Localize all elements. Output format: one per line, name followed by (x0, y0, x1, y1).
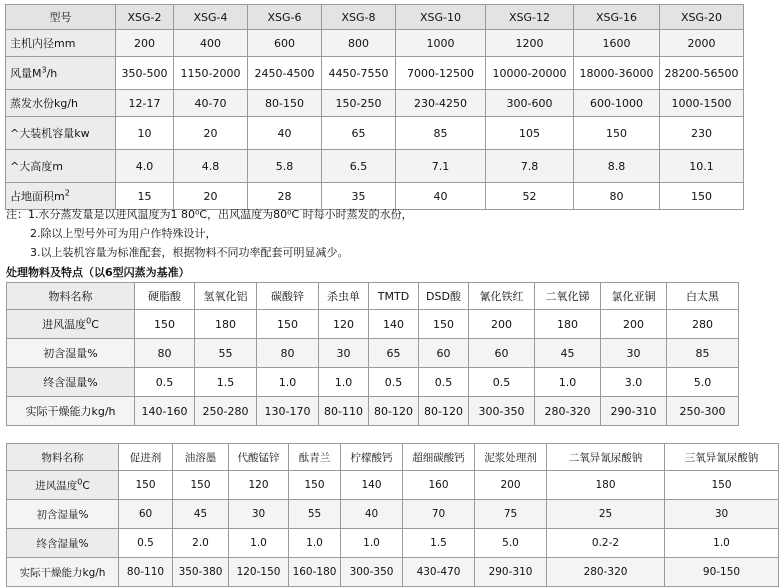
table-cell: 1600 (574, 30, 660, 57)
table-cell: 140 (341, 471, 403, 500)
spec-header-cell: XSG-6 (248, 5, 322, 30)
table-cell: 230 (660, 117, 744, 150)
spec-header-cell: XSG-10 (396, 5, 486, 30)
table-cell: 18000-36000 (574, 57, 660, 90)
materials-row-final-moisture (7, 529, 779, 558)
table-cell: 180 (535, 310, 601, 339)
spec-header-cell: XSG-16 (574, 5, 660, 30)
table-cell: 40 (396, 183, 486, 210)
table-cell: 0.5 (469, 368, 535, 397)
materials-header-row (7, 444, 779, 471)
table-cell: 160 (403, 471, 475, 500)
table-cell: 120 (229, 471, 289, 500)
table-cell: 30 (665, 500, 779, 529)
table-cell: 1.0 (535, 368, 601, 397)
table-cell: 0.5 (369, 368, 419, 397)
materials-header-cell: 二氧异氰尿酸钠 (547, 444, 665, 471)
table-cell: 45 (173, 500, 229, 529)
table-cell: 80-110 (319, 397, 369, 426)
spec-header-cell: XSG-20 (660, 5, 744, 30)
table-cell: 1.0 (257, 368, 319, 397)
row-label-tail: C (82, 479, 90, 492)
table-cell: 160-180 (289, 558, 341, 587)
row-label: 实际干燥能力kg/h (7, 397, 135, 426)
table-cell: 80 (574, 183, 660, 210)
materials-row-final-moisture (7, 368, 739, 397)
table-cell: 150 (574, 117, 660, 150)
row-label (7, 471, 119, 500)
spec-row-evaporation (6, 90, 744, 117)
table-cell: 600 (248, 30, 322, 57)
materials-table-1 (6, 282, 739, 426)
table-cell: 85 (396, 117, 486, 150)
table-cell: 80-150 (248, 90, 322, 117)
materials-header-cell: 杀虫单 (319, 283, 369, 310)
table-cell: 250-300 (667, 397, 739, 426)
row-label-text: 风量M (10, 67, 42, 80)
table-cell: 80-110 (119, 558, 173, 587)
row-label: 实际干燥能力kg/h (7, 558, 119, 587)
table-cell: 150 (135, 310, 195, 339)
table-cell: 5.0 (475, 529, 547, 558)
table-cell: 600-1000 (574, 90, 660, 117)
table-cell: 0.5 (119, 529, 173, 558)
table-cell: 1200 (486, 30, 574, 57)
table-cell: 30 (601, 339, 667, 368)
materials-header-cell: 促进剂 (119, 444, 173, 471)
spec-row-diameter (6, 30, 744, 57)
table-cell: 7000-12500 (396, 57, 486, 90)
table-cell: 1150-2000 (174, 57, 248, 90)
row-label-tail: C (91, 318, 99, 331)
table-cell: 300-600 (486, 90, 574, 117)
table-cell: 1.5 (403, 529, 475, 558)
row-label: ^大高度m (6, 150, 116, 183)
materials-header-cell: 碳酸锌 (257, 283, 319, 310)
table-cell: 150 (257, 310, 319, 339)
table-cell: 130-170 (257, 397, 319, 426)
table-cell: 4450-7550 (322, 57, 396, 90)
table-cell: 2.0 (173, 529, 229, 558)
table-cell: 1000 (396, 30, 486, 57)
materials-header-cell: 白太黑 (667, 283, 739, 310)
table-cell: 10.1 (660, 150, 744, 183)
table-cell: 1.0 (341, 529, 403, 558)
row-label-sup: 2 (64, 188, 70, 198)
row-label (7, 310, 135, 339)
table-cell: 180 (547, 471, 665, 500)
table-cell: 150 (665, 471, 779, 500)
table-cell: 200 (601, 310, 667, 339)
materials-header-cell: 三氧异氰尿酸钠 (665, 444, 779, 471)
row-label-sup: 3 (41, 65, 47, 75)
row-label (6, 57, 116, 90)
table-cell: 45 (535, 339, 601, 368)
materials-header-cell: 代酸锰锌 (229, 444, 289, 471)
table-cell: 430-470 (403, 558, 475, 587)
materials-header-cell: 氰化铁红 (469, 283, 535, 310)
row-label-text: 进风温度 (42, 318, 87, 331)
materials-header-cell: 超细碳酸钙 (403, 444, 475, 471)
materials-row-initial-moisture (7, 339, 739, 368)
materials-header-cell: 二氧化锑 (535, 283, 601, 310)
table-cell: 28200-56500 (660, 57, 744, 90)
table-cell: 4.0 (116, 150, 174, 183)
table-cell: 0.5 (419, 368, 469, 397)
table-cell: 140 (369, 310, 419, 339)
table-cell: 0.2-2 (547, 529, 665, 558)
table-cell: 2450-4500 (248, 57, 322, 90)
row-label-text: 占地面积m (10, 190, 65, 203)
materials-header-cell: 硬脂酸 (135, 283, 195, 310)
table-cell: 30 (319, 339, 369, 368)
table-cell: 80-120 (369, 397, 419, 426)
materials-header-cell: DSD酸 (419, 283, 469, 310)
table-cell: 7.1 (396, 150, 486, 183)
table-cell: 180 (195, 310, 257, 339)
spec-row-airflow (6, 57, 744, 90)
materials-row-initial-moisture (7, 500, 779, 529)
table-cell: 5.8 (248, 150, 322, 183)
row-label: 蒸发水份kg/h (6, 90, 116, 117)
table-cell: 350-380 (173, 558, 229, 587)
row-label-tail: /h (46, 67, 58, 80)
table-cell: 90-150 (665, 558, 779, 587)
table-cell: 3.0 (601, 368, 667, 397)
table-cell: 150 (289, 471, 341, 500)
table-cell: 65 (322, 117, 396, 150)
table-cell: 5.0 (667, 368, 739, 397)
table-cell: 1.0 (289, 529, 341, 558)
spec-header-cell: XSG-8 (322, 5, 396, 30)
table-cell: 30 (229, 500, 289, 529)
table-cell: 65 (369, 339, 419, 368)
table-cell: 200 (469, 310, 535, 339)
spec-table (5, 4, 744, 210)
table-cell: 150 (419, 310, 469, 339)
table-cell: 350-500 (116, 57, 174, 90)
table-cell: 8.8 (574, 150, 660, 183)
table-cell: 40 (248, 117, 322, 150)
materials-row-inlet-temp (7, 310, 739, 339)
table-cell: 0.5 (135, 368, 195, 397)
table-cell: 12-17 (116, 90, 174, 117)
table-cell: 200 (475, 471, 547, 500)
row-label-text: 进风温度 (35, 479, 78, 492)
materials-row-capacity (7, 558, 779, 587)
row-label-sup: 0 (86, 316, 92, 326)
table-cell: 20 (174, 117, 248, 150)
table-cell: 7.8 (486, 150, 574, 183)
materials-header-cell: 氯化亚铜 (601, 283, 667, 310)
spec-row-power (6, 117, 744, 150)
materials-header-cell: 氢氧化铝 (195, 283, 257, 310)
table-cell: 150 (660, 183, 744, 210)
table-cell: 150 (119, 471, 173, 500)
table-cell: 70 (403, 500, 475, 529)
table-cell: 28 (248, 183, 322, 210)
materials-header-cell: 泥浆处理剂 (475, 444, 547, 471)
note-line: 注：1.水分蒸发量是以进风温度为1 80⁰C，出风温度为80⁰C 时每小时蒸发的水份， (6, 208, 413, 221)
note-line: 2.除以上型号外可为用户作特殊设计， (30, 227, 217, 240)
table-cell: 10 (116, 117, 174, 150)
table-cell: 25 (547, 500, 665, 529)
table-cell: 150-250 (322, 90, 396, 117)
materials-table-2 (6, 443, 779, 587)
table-cell: 80-120 (419, 397, 469, 426)
table-cell: 400 (174, 30, 248, 57)
table-cell: 40 (341, 500, 403, 529)
spec-header-row (6, 5, 744, 30)
table-cell: 200 (116, 30, 174, 57)
section-title: 处理物料及特点（以6型闪蒸为基准） (6, 266, 190, 279)
materials-header-cell: 酞青兰 (289, 444, 341, 471)
materials-row-inlet-temp (7, 471, 779, 500)
table-cell: 15 (116, 183, 174, 210)
table-cell: 75 (475, 500, 547, 529)
spec-header-cell: XSG-2 (116, 5, 174, 30)
table-cell: 1.0 (319, 368, 369, 397)
table-cell: 80 (135, 339, 195, 368)
table-cell: 150 (173, 471, 229, 500)
materials-header-cell: 油溶墨 (173, 444, 229, 471)
table-cell: 140-160 (135, 397, 195, 426)
table-cell: 10000-20000 (486, 57, 574, 90)
notes-block (6, 205, 413, 262)
table-cell: 105 (486, 117, 574, 150)
table-cell: 280-320 (547, 558, 665, 587)
table-cell: 35 (322, 183, 396, 210)
row-label: 终含湿量% (7, 368, 135, 397)
table-cell: 280-320 (535, 397, 601, 426)
spec-row-height (6, 150, 744, 183)
table-cell: 290-310 (475, 558, 547, 587)
table-cell: 280 (667, 310, 739, 339)
table-cell: 55 (195, 339, 257, 368)
materials-header-cell: 物料名称 (7, 444, 119, 471)
table-cell: 250-280 (195, 397, 257, 426)
table-cell: 800 (322, 30, 396, 57)
spec-header-cell: 型号 (6, 5, 116, 30)
spec-header-cell: XSG-12 (486, 5, 574, 30)
table-cell: 60 (469, 339, 535, 368)
row-label: 初含湿量% (7, 500, 119, 529)
table-cell: 1.0 (665, 529, 779, 558)
table-cell: 40-70 (174, 90, 248, 117)
table-cell: 85 (667, 339, 739, 368)
row-label: 初含湿量% (7, 339, 135, 368)
materials-header-cell: 柠檬酸钙 (341, 444, 403, 471)
table-cell: 4.8 (174, 150, 248, 183)
table-cell: 80 (257, 339, 319, 368)
table-cell: 6.5 (322, 150, 396, 183)
materials-header-cell: 物料名称 (7, 283, 135, 310)
note-line: 3.以上装机容量为标准配套，根据物料不同功率配套可明显减少。 (30, 246, 349, 259)
table-cell: 290-310 (601, 397, 667, 426)
materials-header-row (7, 283, 739, 310)
row-label: ^大装机容量kw (6, 117, 116, 150)
table-cell: 52 (486, 183, 574, 210)
materials-row-capacity (7, 397, 739, 426)
table-cell: 1000-1500 (660, 90, 744, 117)
row-label: 终含湿量% (7, 529, 119, 558)
table-cell: 300-350 (469, 397, 535, 426)
table-cell: 20 (174, 183, 248, 210)
table-cell: 2000 (660, 30, 744, 57)
table-cell: 55 (289, 500, 341, 529)
table-cell: 120 (319, 310, 369, 339)
materials-header-cell: TMTD (369, 283, 419, 310)
spec-header-cell: XSG-4 (174, 5, 248, 30)
table-cell: 1.0 (229, 529, 289, 558)
table-cell: 1.5 (195, 368, 257, 397)
table-cell: 60 (119, 500, 173, 529)
table-cell: 230-4250 (396, 90, 486, 117)
row-label-sup: 0 (77, 477, 83, 486)
row-label: 主机内径mm (6, 30, 116, 57)
table-cell: 120-150 (229, 558, 289, 587)
table-cell: 300-350 (341, 558, 403, 587)
table-cell: 60 (419, 339, 469, 368)
